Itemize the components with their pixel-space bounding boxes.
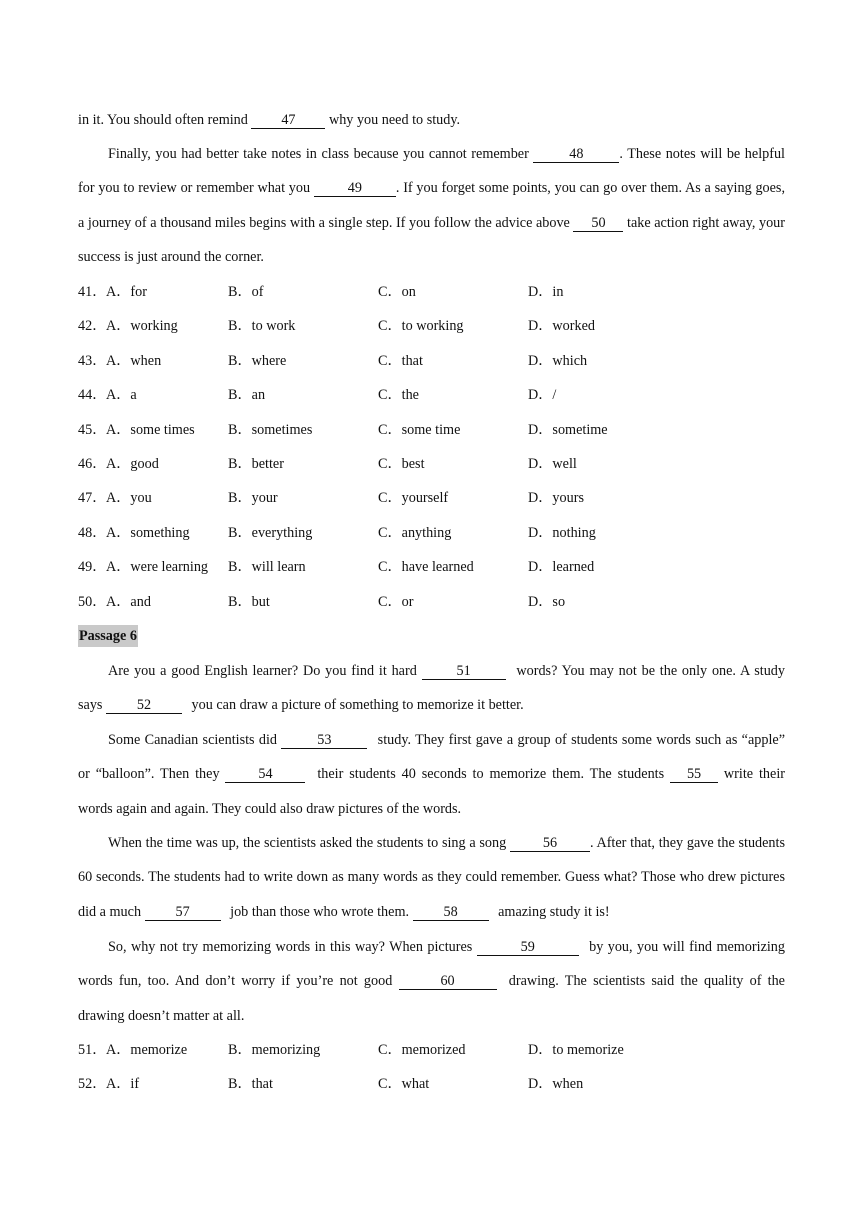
blank-52: 52 [106,697,182,714]
blank-58: 58 [413,904,489,921]
option-a: A．you [106,490,152,507]
option-c: C．that [378,352,423,369]
blank-51: 51 [422,663,506,680]
option-d: D．learned [528,559,595,576]
question-number: 43． [78,352,107,369]
option-d: D．so [528,593,566,610]
option-d: D．in [528,284,564,300]
passage5-line1: in it. You should often remind 47 why you need to study. [78,112,461,128]
passage6-paragraph-2: Some Canadian scientists did 53 study. They first gave a group of students some words such as “apple” or “balloon”. Then they 54 their students 40 seconds to memorize them. The students 55 write their words again and again. They could also draw pictures of the words. [78,732,785,817]
option-c: C．what [378,1076,430,1093]
question-number: 47． [78,490,107,507]
question-number: 46． [78,455,107,472]
option-c: C．yourself [378,490,449,507]
option-d: D．nothing [528,524,596,541]
option-a: A．if [106,1076,140,1093]
option-d: D．which [528,352,588,369]
blank-48: 48 [533,146,619,163]
option-a: A．a [106,387,137,404]
option-a: A．were learning [106,559,209,576]
question-number: 42． [78,318,107,335]
option-c: C．best [378,455,425,472]
passage6-paragraph-4: So, why not try memorizing words in this way? When pictures 59 by you, you will find memorizing words fun, too. And don’t worry if you’re not good 60 drawing. The scientists said the quality of the drawing doesn’t matter at all. [78,939,785,1024]
option-c: C．the [378,387,419,404]
option-b: B．memorizing [228,1042,321,1058]
question-number: 48． [78,524,107,541]
option-a: A．some times [106,421,195,438]
option-b: B．everything [228,524,313,541]
blank-59: 59 [477,939,579,956]
question-number: 45． [78,421,107,438]
question-number: 51． [78,1042,107,1058]
question-number: 44． [78,387,107,404]
option-a: A．when [106,352,162,369]
option-b: B．of [228,284,264,300]
option-b: B．to work [228,318,296,335]
blank-56: 56 [510,835,590,852]
question-number: 41． [78,284,107,300]
passage5-paragraph: Finally, you had better take notes in class because you cannot remember 48 . These notes will be helpful for you to review or remember what you 49 . If you forget some points, you can go over them. As a saying goes, a journey of a thousand miles begins with a single step. If you follow the advice above 50 take action right away, your success is just around the corner. [78,146,785,266]
option-c: C．memorized [378,1042,466,1058]
option-b: B．an [228,387,266,404]
blank-57: 57 [145,904,221,921]
option-a: A．for [106,284,147,300]
blank-60: 60 [399,973,497,990]
passage-6-heading: Passage 6 [78,625,138,647]
option-b: B．but [228,593,270,610]
question-number: 52． [78,1076,107,1093]
option-b: B．that [228,1076,273,1093]
option-d: D．yours [528,490,584,507]
blank-47: 47 [251,112,325,129]
option-c: C．on [378,284,416,300]
option-d: D．/ [528,387,557,404]
question-number: 50． [78,593,107,610]
blank-50: 50 [573,215,623,232]
blank-53: 53 [281,732,367,749]
option-a: A．working [106,318,178,335]
option-d: D．well [528,455,577,472]
option-b: B．sometimes [228,421,313,438]
option-d: D．when [528,1076,584,1093]
option-a: A．memorize [106,1042,188,1058]
option-d: D．to memorize [528,1042,624,1058]
option-d: D．worked [528,318,595,335]
passage6-paragraph-3: When the time was up, the scientists asked the students to sing a song 56 . After that, they gave the students 60 seconds. The students had to write down as many words as they could remember. Guess what? Those who drew pictures did a much 57 job than those who wrote them. 58 amazing study it is! [78,835,785,920]
question-number: 49． [78,559,107,576]
option-a: A．something [106,524,190,541]
option-d: D．sometime [528,421,608,438]
option-b: B．where [228,352,287,369]
option-c: C．to working [378,318,464,335]
option-a: A．good [106,455,159,472]
option-c: C．some time [378,421,461,438]
option-c: C．or [378,593,414,610]
option-a: A．and [106,593,151,610]
option-b: B．will learn [228,559,306,576]
blank-55: 55 [670,766,718,783]
option-b: B．your [228,490,278,507]
blank-49: 49 [314,180,396,197]
option-c: C．anything [378,524,452,541]
option-c: C．have learned [378,559,474,576]
passage6-paragraph-1: Are you a good English learner? Do you find it hard 51 words? You may not be the only one. A study says 52 you can draw a picture of something to memorize it better. [78,663,785,714]
option-b: B．better [228,455,284,472]
blank-54: 54 [225,766,305,783]
